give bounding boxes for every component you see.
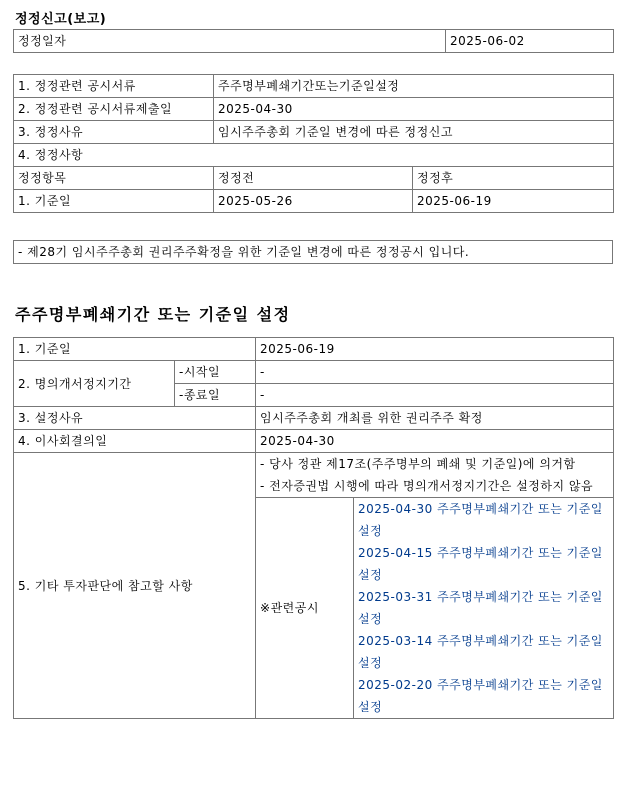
record-date-table bbox=[13, 337, 613, 719]
submit-value: 2025-04-30 bbox=[214, 98, 614, 121]
table-row bbox=[14, 167, 614, 190]
table-row bbox=[14, 121, 614, 144]
start-value: - bbox=[256, 361, 614, 384]
note-text: - 제28기 임시주주총회 권리주주확정을 위한 기준일 변경에 따른 정정공시 입니다. bbox=[14, 241, 613, 264]
row-after: 2025-06-19 bbox=[413, 190, 614, 213]
setting-reason-label: 3. 설정사유 bbox=[14, 407, 256, 430]
correction-date-value: 2025-06-02 bbox=[446, 30, 614, 53]
table-row bbox=[14, 190, 614, 213]
table-row bbox=[14, 241, 613, 264]
submit-label: 2. 정정관련 공시서류제출일 bbox=[14, 98, 214, 121]
end-label: -종료일 bbox=[175, 384, 256, 407]
base-date-label: 1. 기준일 bbox=[14, 338, 256, 361]
col-after-header: 정정후 bbox=[413, 167, 614, 190]
related-link[interactable]: 2025-04-15 주주명부폐쇄기간 또는 기준일 설정 bbox=[358, 546, 603, 582]
start-label: -시작일 bbox=[175, 361, 256, 384]
related-link[interactable]: 2025-03-31 주주명부폐쇄기간 또는 기준일 설정 bbox=[358, 590, 603, 626]
note-table bbox=[13, 240, 613, 264]
section-title: 주주명부폐쇄기간 또는 기준일 설정 bbox=[15, 305, 291, 324]
reason-value: 임시주주총회 기준일 변경에 따른 정정신고 bbox=[214, 121, 614, 144]
items-label: 4. 정정사항 bbox=[14, 144, 614, 167]
related-link[interactable]: 2025-02-20 주주명부폐쇄기간 또는 기준일 설정 bbox=[358, 678, 603, 714]
table-row bbox=[14, 338, 614, 361]
board-label: 4. 이사회결의일 bbox=[14, 430, 256, 453]
col-item-header: 정정항목 bbox=[14, 167, 214, 190]
table-row bbox=[14, 430, 614, 453]
related-link[interactable]: 2025-03-14 주주명부폐쇄기간 또는 기준일 설정 bbox=[358, 634, 603, 670]
other-label: 5. 기타 투자판단에 참고할 사항 bbox=[14, 453, 256, 719]
row-before: 2025-05-26 bbox=[214, 190, 413, 213]
related-links bbox=[354, 498, 614, 719]
base-date-value: 2025-06-19 bbox=[256, 338, 614, 361]
reason-label: 3. 정정사유 bbox=[14, 121, 214, 144]
row-item: 1. 기준일 bbox=[14, 190, 214, 213]
other-text-2: - 전자증권법 시행에 따라 명의개서정지기간은 설정하지 않음 bbox=[260, 479, 594, 493]
correction-date-table bbox=[13, 29, 613, 53]
doc-label: 1. 정정관련 공시서류 bbox=[14, 75, 214, 98]
setting-reason-value: 임시주주총회 개최를 위한 권리주주 확정 bbox=[256, 407, 614, 430]
end-value: - bbox=[256, 384, 614, 407]
table-row bbox=[14, 407, 614, 430]
suspension-label: 2. 명의개서정지기간 bbox=[14, 361, 175, 407]
related-link[interactable]: 2025-04-30 주주명부폐쇄기간 또는 기준일 설정 bbox=[358, 502, 603, 538]
related-label: ※관련공시 bbox=[256, 498, 354, 719]
table-row bbox=[14, 75, 614, 98]
table-row bbox=[14, 361, 614, 384]
table-row bbox=[14, 98, 614, 121]
correction-date-label: 정정일자 bbox=[14, 30, 446, 53]
board-value: 2025-04-30 bbox=[256, 430, 614, 453]
table-row bbox=[14, 30, 614, 53]
col-before-header: 정정전 bbox=[214, 167, 413, 190]
table-row bbox=[14, 144, 614, 167]
table-row bbox=[14, 453, 614, 498]
other-text bbox=[256, 453, 614, 498]
other-text-1: - 당사 정관 제17조(주주명부의 폐쇄 및 기준일)에 의거함 bbox=[260, 457, 576, 471]
page-title: 정정신고(보고) bbox=[15, 12, 107, 27]
correction-details-table bbox=[13, 74, 613, 213]
doc-value: 주주명부폐쇄기간또는기준일설정 bbox=[214, 75, 614, 98]
